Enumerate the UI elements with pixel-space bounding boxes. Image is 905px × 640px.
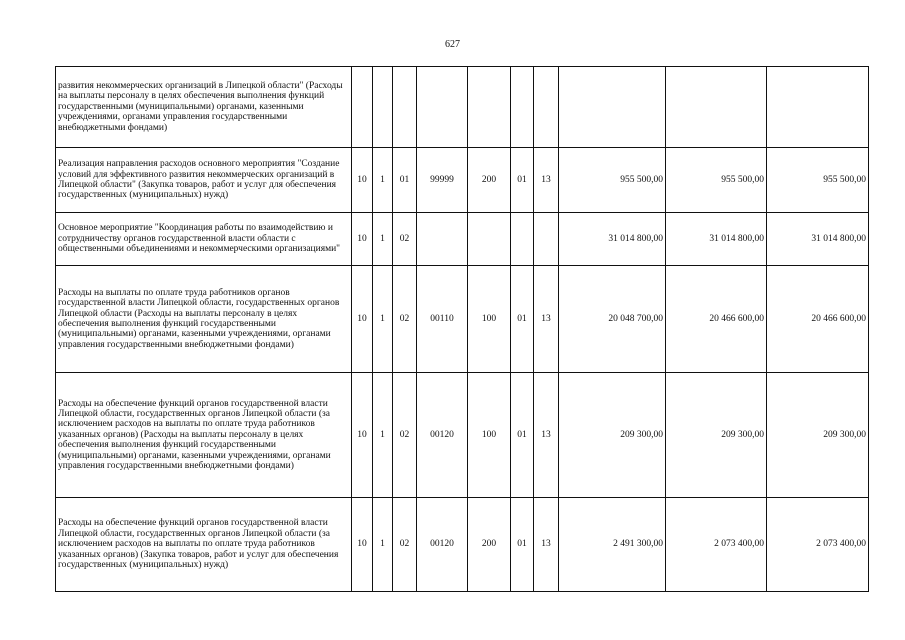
direction-code: 00120 — [417, 373, 468, 498]
event-code: 02 — [393, 373, 417, 498]
amount-year-3 — [767, 67, 869, 148]
subsection-code — [534, 213, 559, 266]
row-description: Расходы на выплаты по оплате труда работников органов государственной власти Липецкой области, государственных органов Липецкой области (Расходы на выплаты персоналу в целях обеспечения выполнения функций государственными (муниципальными) органами, казенными учреждениями, органами управления государственными внебюджетными фондами) — [56, 266, 352, 373]
amount-year-3: 209 300,00 — [767, 373, 869, 498]
page-number: 627 — [445, 39, 460, 50]
event-code: 02 — [393, 266, 417, 373]
expense-type-code — [468, 67, 511, 148]
chapter-code: 01 — [511, 148, 534, 213]
amount-year-3: 20 466 600,00 — [767, 266, 869, 373]
expense-type-code: 200 — [468, 498, 511, 592]
section-code: 10 — [352, 266, 373, 373]
amount-year-1: 20 048 700,00 — [559, 266, 666, 373]
amount-year-1: 209 300,00 — [559, 373, 666, 498]
table-row — [56, 373, 869, 498]
section-code: 10 — [352, 148, 373, 213]
subsection-code: 13 — [534, 498, 559, 592]
table-row — [56, 67, 869, 148]
expense-type-code: 200 — [468, 148, 511, 213]
direction-code: 99999 — [417, 148, 468, 213]
expense-type-code: 100 — [468, 373, 511, 498]
table-row — [56, 266, 869, 373]
amount-year-2 — [666, 67, 767, 148]
amount-year-2: 955 500,00 — [666, 148, 767, 213]
budget-table — [55, 66, 869, 592]
amount-year-1: 955 500,00 — [559, 148, 666, 213]
row-description: Расходы на обеспечение функций органов государственной власти Липецкой области, государственных органов Липецкой области (за исключением расходов на выплаты по оплате труда работников указанных органов) (Расходы на выплаты персоналу в целях обеспечения выполнения функций государственными (муниципальными) органами, казенными учреждениями, органами управления государственными внебюджетными фондами) — [56, 373, 352, 498]
amount-year-2: 31 014 800,00 — [666, 213, 767, 266]
chapter-code: 01 — [511, 373, 534, 498]
amount-year-3: 955 500,00 — [767, 148, 869, 213]
row-description: Расходы на обеспечение функций органов государственной власти Липецкой области, государственных органов Липецкой области (за исключением расходов на выплаты по оплате труда работников указанных органов) (Закупка товаров, работ и услуг для обеспечения государственных (муниципальных) нужд) — [56, 498, 352, 592]
subsection-code: 13 — [534, 266, 559, 373]
section-code: 10 — [352, 373, 373, 498]
section-code: 10 — [352, 498, 373, 592]
chapter-code: 01 — [511, 498, 534, 592]
table-row — [56, 213, 869, 266]
program-code: 1 — [373, 373, 393, 498]
amount-year-1 — [559, 67, 666, 148]
program-code — [373, 67, 393, 148]
row-description: Основное мероприятие "Координация работы по взаимодействию и сотрудничеству органов государственной власти области с общественными объединениями и некоммерческими организациями" — [56, 213, 352, 266]
direction-code: 00110 — [417, 266, 468, 373]
direction-code — [417, 67, 468, 148]
chapter-code: 01 — [511, 266, 534, 373]
chapter-code — [511, 213, 534, 266]
event-code — [393, 67, 417, 148]
section-code: 10 — [352, 213, 373, 266]
amount-year-2: 209 300,00 — [666, 373, 767, 498]
program-code: 1 — [373, 266, 393, 373]
amount-year-1: 2 491 300,00 — [559, 498, 666, 592]
table-row — [56, 498, 869, 592]
direction-code: 00120 — [417, 498, 468, 592]
program-code: 1 — [373, 213, 393, 266]
expense-type-code — [468, 213, 511, 266]
amount-year-2: 20 466 600,00 — [666, 266, 767, 373]
amount-year-2: 2 073 400,00 — [666, 498, 767, 592]
direction-code — [417, 213, 468, 266]
expense-type-code: 100 — [468, 266, 511, 373]
subsection-code: 13 — [534, 148, 559, 213]
event-code: 02 — [393, 213, 417, 266]
table-row — [56, 148, 869, 213]
subsection-code — [534, 67, 559, 148]
subsection-code: 13 — [534, 373, 559, 498]
section-code — [352, 67, 373, 148]
program-code: 1 — [373, 148, 393, 213]
amount-year-1: 31 014 800,00 — [559, 213, 666, 266]
row-description: Реализация направления расходов основного мероприятия "Создание условий для эффективного развития некоммерческих организаций в Липецкой области" (Закупка товаров, работ и услуг для обеспечения государственных (муниципальных) нужд) — [56, 148, 352, 213]
chapter-code — [511, 67, 534, 148]
row-description: развития некоммерческих организаций в Липецкой области" (Расходы на выплаты персоналу в целях обеспечения выполнения функций государственными (муниципальными) органами, казенными учреждениями, органами управления государственными внебюджетными фондами) — [56, 67, 352, 148]
program-code: 1 — [373, 498, 393, 592]
event-code: 01 — [393, 148, 417, 213]
amount-year-3: 31 014 800,00 — [767, 213, 869, 266]
event-code: 02 — [393, 498, 417, 592]
amount-year-3: 2 073 400,00 — [767, 498, 869, 592]
